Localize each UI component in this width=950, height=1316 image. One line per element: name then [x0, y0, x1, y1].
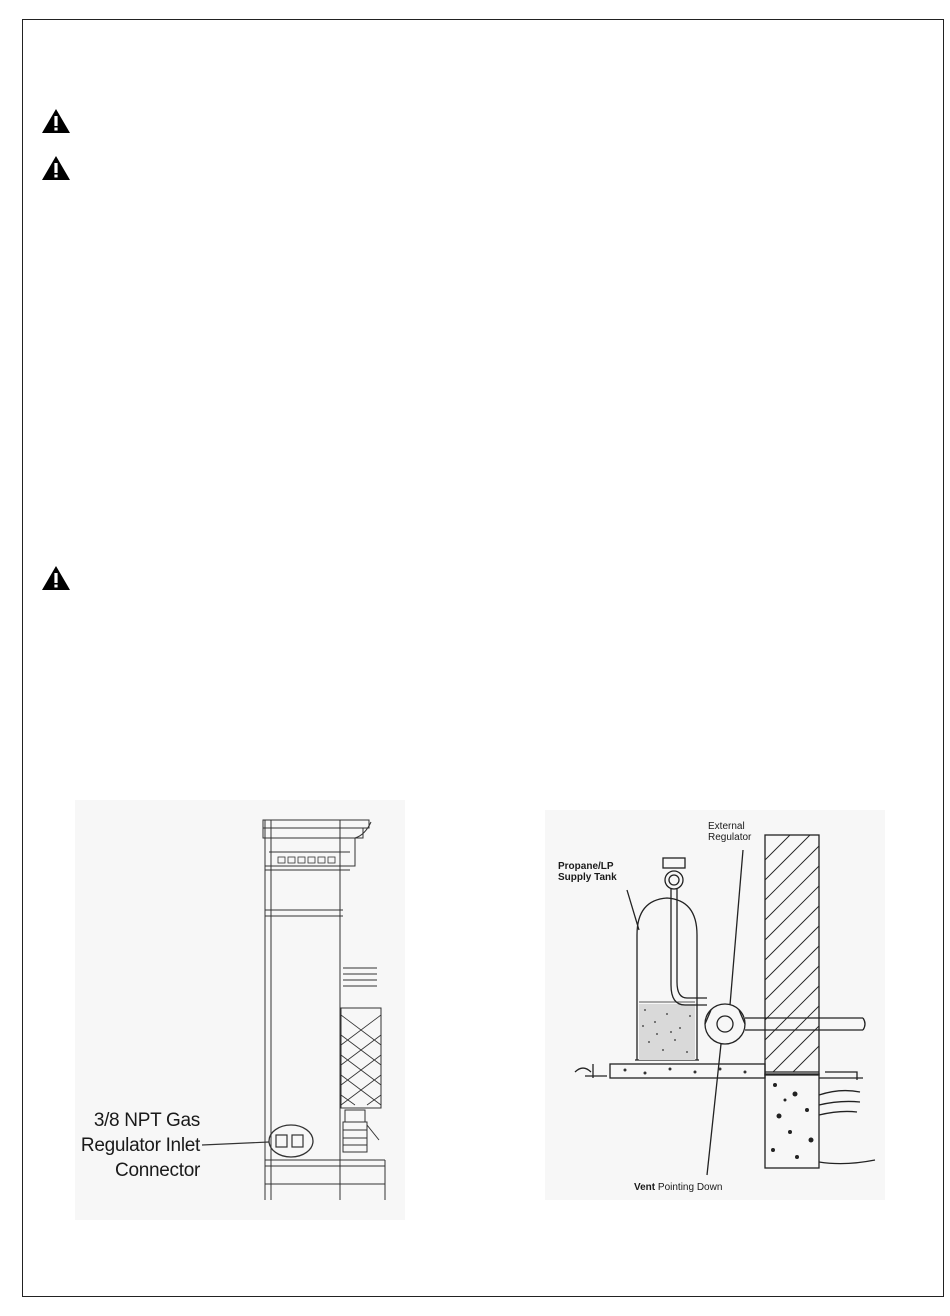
vent-pointing-down-label: [634, 1182, 722, 1193]
label-line: Regulator: [708, 832, 752, 843]
label-line: Supply Tank: [558, 872, 617, 883]
regulator-inlet-connector-label: [62, 1108, 200, 1183]
propane-tank-label: [558, 861, 617, 883]
warning-triangle-icon: [41, 155, 71, 181]
label-line: Propane/LP: [558, 861, 614, 872]
label-line: 3/8 NPT Gas: [93, 1110, 200, 1131]
label-line: External: [708, 821, 745, 832]
vent-label-rest: Pointing Down: [657, 1182, 723, 1193]
warning-triangle-icon: [41, 565, 71, 591]
warning-triangle-icon: [41, 108, 71, 134]
vent-label-bold: Vent: [634, 1182, 656, 1193]
label-line: Regulator Inlet: [80, 1135, 200, 1156]
external-regulator-label: [708, 821, 751, 843]
label-line: Connector: [115, 1160, 200, 1181]
